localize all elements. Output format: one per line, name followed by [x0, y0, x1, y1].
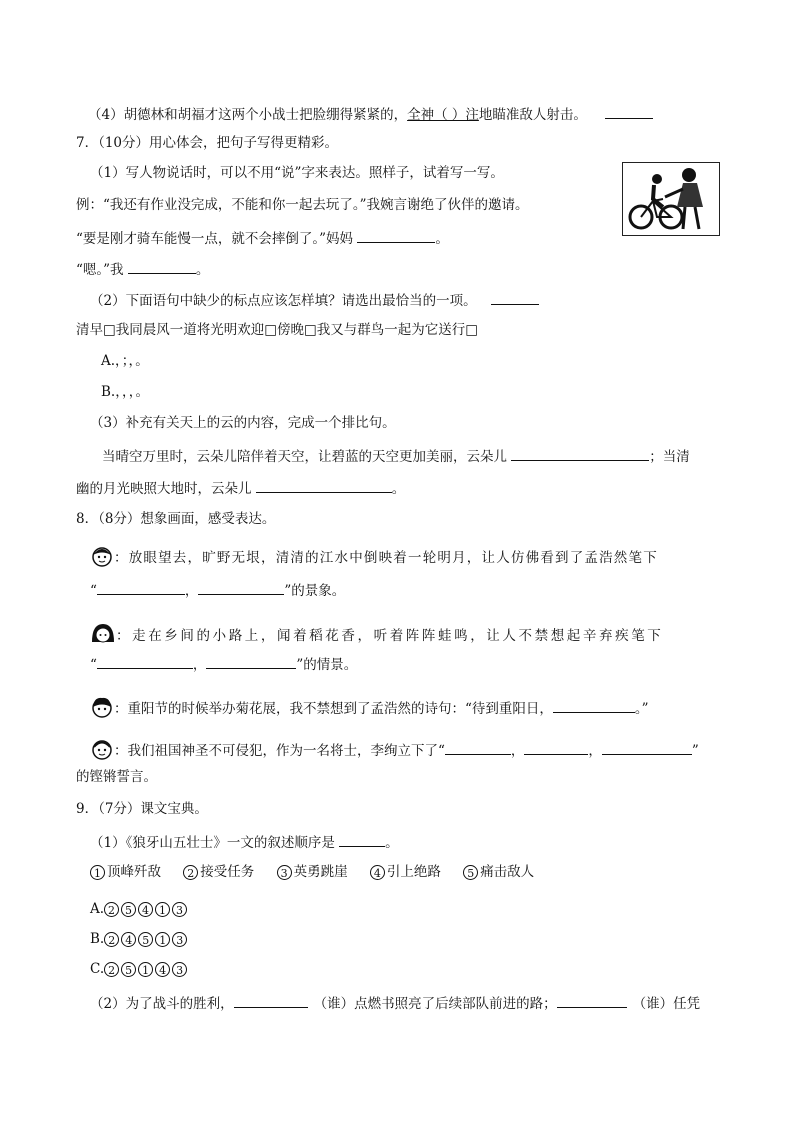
q9-option-b: B. 2 4 5 1 3 — [90, 930, 189, 948]
q8-s1-line2: “ ， ”的景象。 — [90, 580, 345, 600]
answer-blank[interactable] — [256, 478, 392, 493]
q9-items — [90, 863, 534, 881]
answer-blank[interactable] — [97, 580, 185, 595]
boy-avatar-icon — [90, 545, 114, 572]
q9-item: 4 引上绝路 — [370, 864, 441, 880]
answer-blank[interactable] — [605, 104, 653, 119]
q7-line3: “嗯。”我 。 — [76, 259, 209, 279]
q9-item: 5 痛击敌人 — [463, 864, 534, 880]
answer-blank[interactable] — [557, 993, 627, 1008]
underlined-phrase: 全神（ ）注 — [407, 107, 479, 123]
answer-blank[interactable] — [602, 740, 692, 755]
q8-s4-line1: ：我们祖国神圣不可侵犯，作为一名将士，李绚立下了“ ， ， ” — [90, 738, 699, 765]
q9-option-a: A. 2 5 4 1 3 — [90, 900, 189, 918]
boy-avatar-icon — [90, 696, 114, 723]
q9-header: 9．（7分）课文宝典。 — [76, 801, 208, 817]
q9-option-c: C. 2 5 1 4 3 — [90, 960, 189, 978]
q9-item: 3 英勇跳崖 — [277, 864, 348, 880]
answer-blank[interactable] — [97, 654, 193, 669]
q7-p2: （2）下面语句中缺少的标点应该怎样填？请选出最恰当的一项。 — [90, 290, 539, 310]
bicycle-icon — [623, 163, 719, 235]
q8-s4-line2: 的铿锵誓言。 — [76, 769, 157, 785]
q8-s1-line1: ：放眼望去，旷野无垠，清清的江水中倒映着一轮明月，让人仿佛看到了孟浩然笔下 — [90, 545, 658, 572]
q7-p2-sentence: 清早□我同晨风一道将光明欢迎□傍晚□我又与群鸟一起为它送行□ — [76, 322, 479, 338]
answer-blank[interactable] — [339, 832, 385, 847]
answer-blank[interactable] — [524, 740, 588, 755]
q8-s2-line1: ：走在乡间的小路上，闻着稻花香，听着阵阵蛙鸣，让人不禁想起辛弃疾笔下 — [90, 622, 663, 651]
q9-p2: （2）为了战斗的胜利， （谁）点燃书照亮了后续部队前进的路； （谁）任凭 — [90, 993, 700, 1013]
answer-blank[interactable] — [511, 446, 649, 461]
q6-4-line: （4）胡德林和胡福才这两个小战士把脸绷得紧紧的，全神（ ）注地瞄准敌人射击。 — [88, 104, 653, 124]
q7-option-b: B.，，，。 — [101, 384, 149, 400]
q9-item: 1 顶峰歼敌 — [90, 864, 161, 880]
q9-p1: （1）《狼牙山五壮士》一文的叙述顺序是 。 — [90, 832, 399, 852]
q7-p3-line2: 幽的月光映照大地时，云朵儿 。 — [76, 478, 405, 498]
q7-line2: “要是刚才骑车能慢一点，就不会摔倒了。”妈妈 。 — [76, 228, 449, 248]
answer-blank[interactable] — [128, 259, 196, 274]
q8-header: 8．（8分）想象画面，感受表达。 — [76, 511, 276, 527]
answer-blank[interactable] — [206, 654, 296, 669]
q7-example: 例：“我还有作业没完成，不能和你一起去玩了。”我婉言谢绝了伙伴的邀请。 — [76, 197, 529, 213]
q7-p3: （3）补充有关天上的云的内容，完成一个排比句。 — [90, 415, 396, 431]
q8-s3-line: ：重阳节的时候举办菊花展，我不禁想到了孟浩然的诗句：“待到重阳日， 。” — [90, 696, 649, 723]
q8-s2-line2: “ ， ”的情景。 — [90, 654, 357, 674]
q7-header: 7．（10分）用心体会，把句子写得更精彩。 — [76, 135, 339, 151]
bicycle-illustration — [622, 162, 720, 236]
answer-blank[interactable] — [491, 290, 539, 305]
q7-p3-line1: 当晴空万里时，云朵儿陪伴着天空，让碧蓝的天空更加美丽，云朵儿 ；当清 — [102, 446, 690, 466]
q9-item: 2 接受任务 — [183, 864, 254, 880]
answer-blank[interactable] — [445, 740, 511, 755]
answer-blank[interactable] — [357, 228, 435, 243]
q7-p1: （1）写人物说话时，可以不用“说”字来表达。照样子，试着写一写。 — [90, 165, 504, 181]
boy-avatar-icon — [90, 738, 114, 765]
girl-avatar-icon — [90, 622, 116, 651]
q7-option-a: A.，；，。 — [101, 353, 149, 369]
answer-blank[interactable] — [198, 580, 284, 595]
answer-blank[interactable] — [234, 993, 308, 1008]
answer-blank[interactable] — [553, 698, 635, 713]
